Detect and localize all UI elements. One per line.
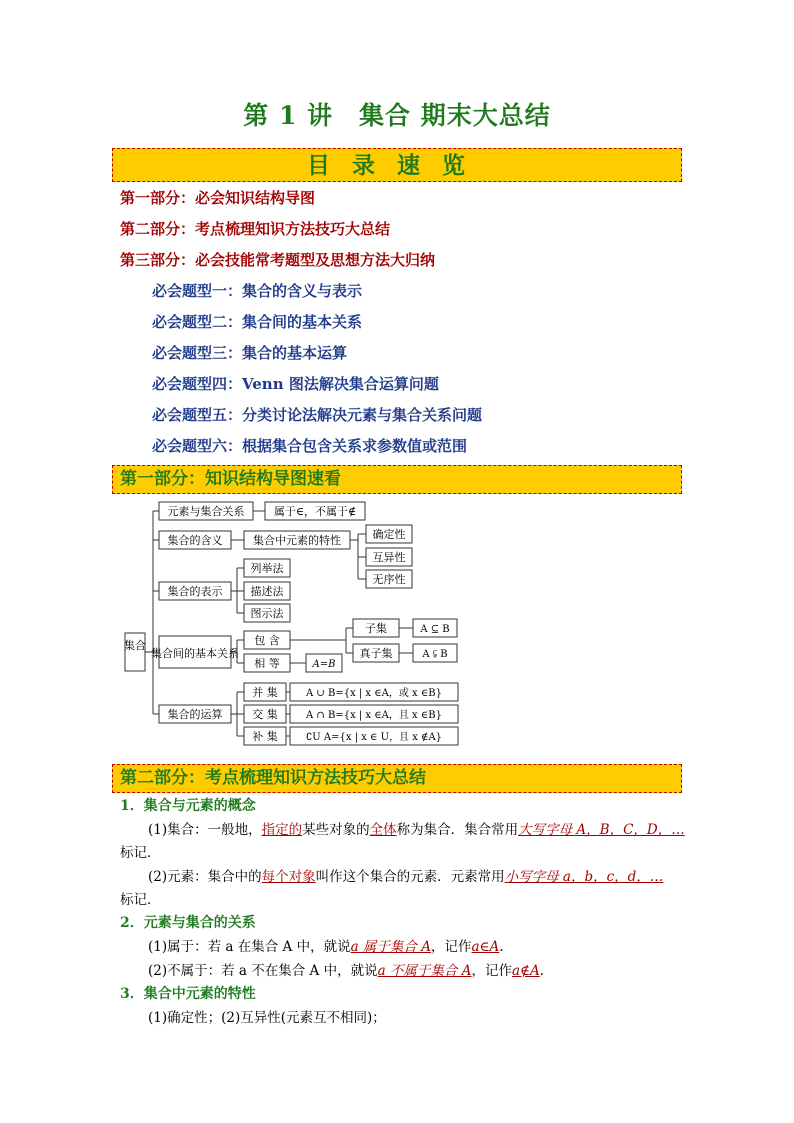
- paragraph-continuation: 标记．: [120, 845, 161, 861]
- map-elem-relation-value: 属于∈，不属于∉: [273, 505, 357, 518]
- toc-item-6[interactable]: 必会题型六：根据集合包含关系求参数值或范围: [152, 437, 468, 455]
- map-proper-subset: 真子集: [359, 647, 393, 660]
- toc-part-3[interactable]: 第三部分：必会技能常考题型及思想方法大归纳: [120, 251, 436, 269]
- map-relations: 集合间的基本关系: [151, 647, 239, 660]
- map-elem-relation: 元素与集合关系: [167, 505, 245, 518]
- map-rep-item: 列举法: [250, 562, 284, 575]
- toc-item-1[interactable]: 必会题型一：集合的含义与表示: [152, 282, 363, 300]
- map-equal: 相 等: [254, 657, 280, 670]
- paragraph-continuation: 标记．: [120, 892, 161, 908]
- map-subset: 子集: [365, 622, 387, 635]
- map-operations: 集合的运算: [167, 708, 223, 721]
- map-rep-item: 描述法: [250, 585, 284, 598]
- map-rep-item: 图示法: [250, 607, 284, 620]
- map-meaning: 集合的含义: [167, 534, 223, 547]
- knowledge-map: [120, 500, 470, 750]
- toc-item-5[interactable]: 必会题型五：分类讨论法解决元素与集合关系问题: [152, 406, 483, 424]
- map-op-name: 并 集: [252, 686, 278, 699]
- paragraph-belongs: (1)属于：若 a 在集合 A 中，就说a 属于集合 A，记作a∈A.: [148, 939, 504, 955]
- map-properties: 集合中元素的特性: [253, 534, 341, 547]
- map-prop-item: 确定性: [372, 528, 406, 541]
- toc-banner: 目录速览: [112, 148, 682, 182]
- map-equal-expr: A=B: [312, 659, 336, 670]
- toc-part-2[interactable]: 第二部分：考点梳理知识方法技巧大总结: [120, 220, 391, 238]
- section-heading: 3．集合中元素的特性: [120, 986, 256, 1002]
- paragraph-element-definition: (2)元素：集合中的每个对象叫作这个集合的元素．元素常用小写字母 a，b，c，d，…: [148, 869, 664, 885]
- map-op-name: 交 集: [252, 708, 278, 721]
- part1-banner: 第一部分：知识结构导图速看: [112, 465, 682, 494]
- section-heading: 1．集合与元素的概念: [120, 798, 256, 814]
- toc-part-1[interactable]: 第一部分：必会知识结构导图: [120, 189, 316, 207]
- map-root-label: 集合: [124, 639, 146, 652]
- toc-item-2[interactable]: 必会题型二：集合间的基本关系: [152, 313, 363, 331]
- paragraph-properties: (1)确定性；(2)互异性(元素互不相同)；: [148, 1010, 386, 1026]
- map-subset-expr: A ⊆ B: [420, 624, 450, 635]
- map-prop-item: 互异性: [372, 551, 406, 564]
- toc-item-3[interactable]: 必会题型三：集合的基本运算: [152, 344, 348, 362]
- map-proper-expr: A ⫋ B: [422, 649, 448, 660]
- paragraph-not-belongs: (2)不属于：若 a 不在集合 A 中，就说a 不属于集合 A，记作a∉A.: [148, 963, 545, 979]
- map-contain: 包 含: [254, 634, 280, 647]
- toc-item-4[interactable]: 必会题型四：Venn 图法解决集合运算问题: [152, 375, 439, 393]
- map-representation: 集合的表示: [167, 585, 223, 598]
- map-op-expr: ∁U A={x | x ∈ U，且 x ∉A}: [305, 732, 443, 743]
- map-op-expr: A ∩ B={x | x ∈A，且 x ∈B}: [306, 710, 442, 721]
- part2-banner: 第二部分：考点梳理知识方法技巧大总结: [112, 764, 682, 793]
- paragraph-set-definition: (1)集合：一般地，指定的某些对象的全体称为集合．集合常用大写字母 A，B，C，D，…: [148, 822, 685, 838]
- map-op-expr: A ∪ B={x | x ∈A，或 x ∈B}: [306, 688, 442, 699]
- map-prop-item: 无序性: [372, 573, 406, 586]
- section-heading: 2．元素与集合的关系: [120, 915, 256, 931]
- page-title: 第 1 讲 集合 期末大总结: [243, 101, 551, 130]
- map-op-name: 补 集: [252, 730, 278, 743]
